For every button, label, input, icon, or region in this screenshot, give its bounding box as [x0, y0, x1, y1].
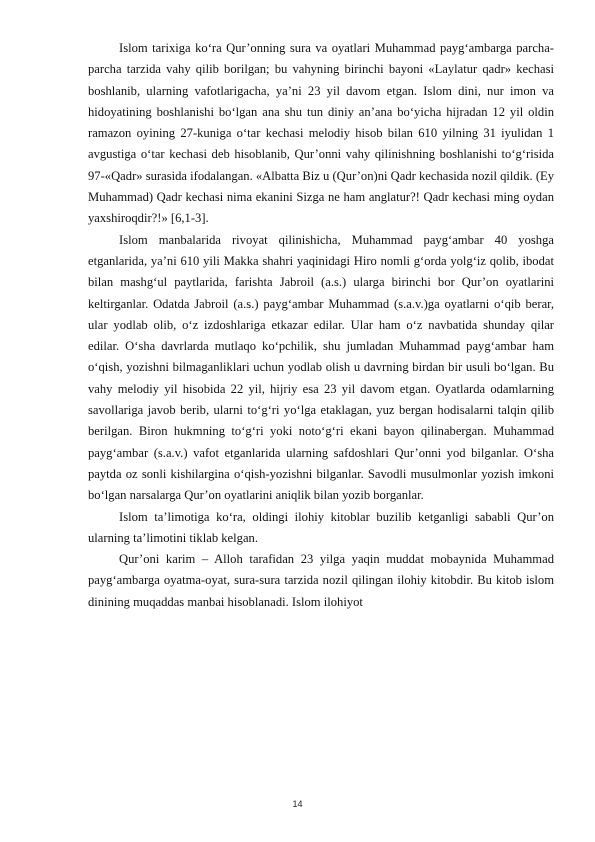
- page-number: 14: [292, 799, 303, 809]
- paragraph-2: Islom manbalarida rivoyat qilinishicha, Muhammad payg‘ambar 40 yoshga etganlarida, ya’ni 610 yili Makka shahri yaqinidagi Hiro nomli g‘orda yolg‘iz qolib, ibodat bilan mashg‘ul paytlarida, farishta Jabroil (a.s.) ularga birinchi bor Qur’on oyatlarini keltirganlar. Odatda Jabroil (a.s.) payg‘ambar Muhammad (s.a.v.)ga oyatlarni o‘qib berar, ular yodlab olib, o‘z izdoshlariga etkazar edilar. Ular ham o‘z navbatida shunday qilar edilar. O‘sha davrlarda mutlaqo ko‘pchilik, shu jumladan Muhammad payg‘ambar ham o‘qish, yozishni bilmaganliklari uchun yodlab olish u davrning birdan bir usuli bo‘lgan. Bu vahy melodiy yil hisobida 22 yil, hijriy esa 23 yil davom etgan. Oyatlarda odamlarning savollariga javob berib, ularni to‘g‘ri yo‘lga etaklagan, yuz bergan hodisalarni talqin qilib berilgan. Biron hukmning to‘g‘ri yoki noto‘g‘ri ekani bayon qilinabergan. Muhammad payg‘ambar (s.a.v.) vafot etganlarida ularning safdoshlari Qur’onni yod bilganlar. O‘sha paytda oz sonli kishilargina o‘qish-yozishni bilganlar. Savodli musulmonlar yozish imkoni bo‘lgan narsalarga Qur’on oyatlarini aniqlik bilan yozib borganlar.: [88, 232, 554, 503]
- paragraph-3: Islom ta’limotiga ko‘ra, oldingi ilohiy kitoblar buzilib ketganligi sababli Qur’on ularning ta’limotini tiklab kelgan.: [88, 509, 554, 545]
- paragraph-1: Islom tarixiga ko‘ra Qur’onning sura va oyatlari Muhammad payg‘ambarga parcha-parcha tarzida vahy qilib borilgan; bu vahyning birinchi bayoni «Laylatur qadr» kechasi boshlanib, ularning vafotlarigacha, ya’ni 23 yil davom etgan. Islom dini, nur imon va hidoyatining boshlanishi bo‘lgan ana shu tun diniy an’ana bo‘yicha hijradan 12 yil oldin ramazon oyining 27-kuniga o‘tar kechasi melodiy hisob bilan 610 yilning 31 iyulidan 1 avgustiga o‘tar kechasi deb hisoblanib, Qur’onni vahy qilinishning boshlanishi to‘g‘risida 97-«Qadr» surasida ifodalangan. «Albatta Biz u (Qur’on)ni Qadr kechasida nozil qildik. (Ey Muhammad) Qadr kechasi nima ekanini Sizga ne ham anglatur?! Qadr kechasi ming oydan yaxshiroqdir?!» [6,1-3].: [88, 41, 554, 226]
- paragraph-4: Qur’oni karim – Alloh tarafidan 23 yilga yaqin muddat mobaynida Muhammad payg‘ambarga oyatma-oyat, sura-sura tarzida nozil qilingan ilohiy kitobdir. Bu kitob islom dinining muqaddas manbai hisoblanadi. Islom ilohiyot: [88, 552, 554, 609]
- body-text: [88, 38, 554, 613]
